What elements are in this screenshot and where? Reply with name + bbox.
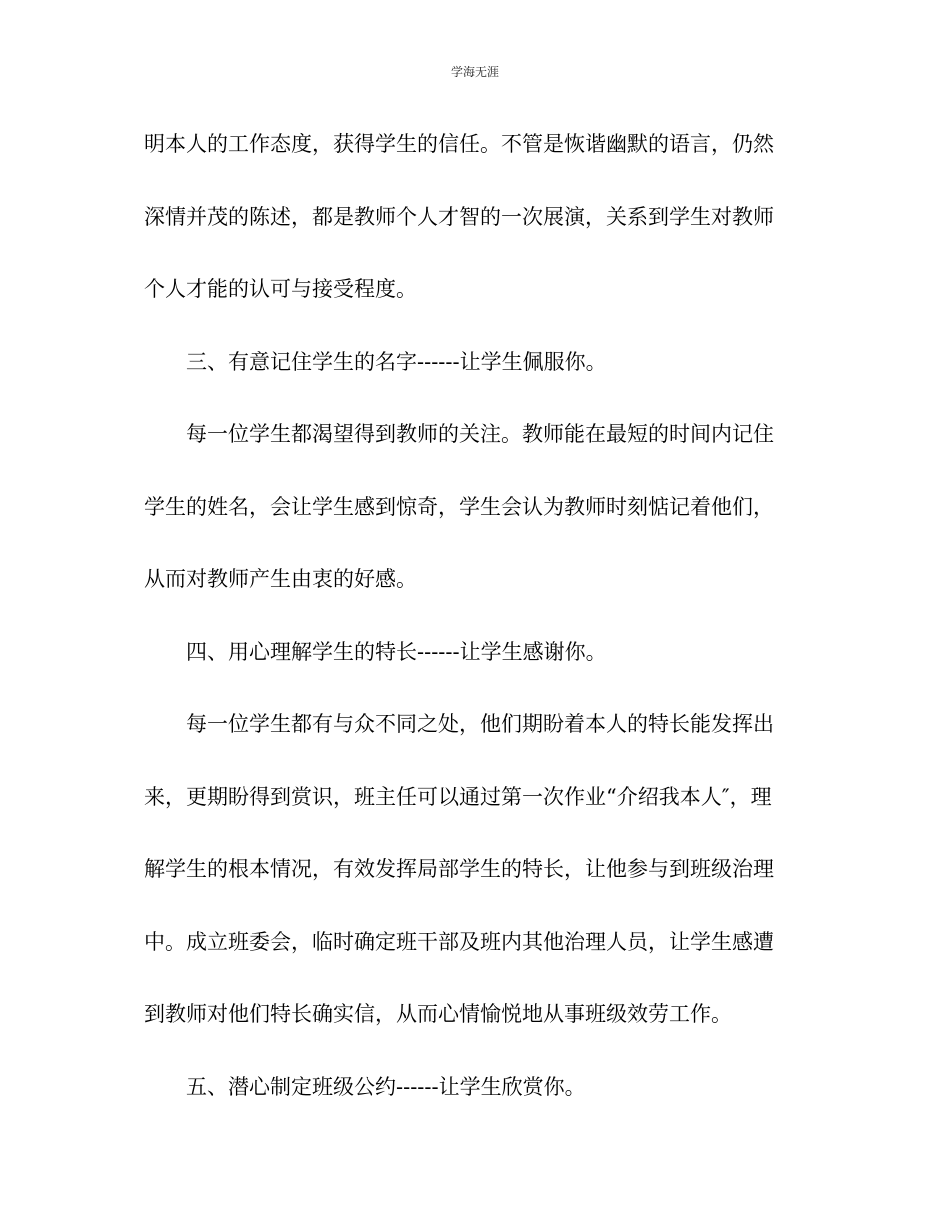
paragraph-line: 从而对教师产生由衷的好感。 — [144, 567, 417, 591]
paragraph-line: 中。成立班委会，临时确定班干部及班内其他治理人员，让学生感遭 — [144, 929, 774, 954]
paragraph-line: 每一位学生都有与众不同之处，他们期盼着本人的特长能发挥出 — [186, 712, 774, 736]
paragraph-line: 来，更期盼得到赏识，班主任可以通过第一次作业“介绍我本人″，理 — [144, 784, 772, 809]
document-body — [144, 124, 809, 1139]
section-heading: 三、有意记住学生的名字------让学生佩服你。 — [186, 349, 607, 374]
section-heading: 五、潜心制定班级公约------让学生欣赏你。 — [186, 1074, 586, 1099]
paragraph-line: 每一位学生都渴望得到教师的关注。教师能在最短的时间内记住 — [186, 422, 774, 446]
paragraph-line: 到教师对他们特长确实信，从而心情愉悦地从事班级效劳工作。 — [144, 1002, 732, 1026]
paragraph-line: 深情并茂的陈述，都是教师个人才智的一次展演，关系到学生对教师 — [144, 204, 774, 229]
paragraph-line: 解学生的根本情况，有效发挥局部学生的特长，让他参与到班级治理 — [144, 857, 774, 881]
page-header: 学海无涯 — [450, 65, 499, 79]
paragraph-line: 明本人的工作态度，获得学生的信任。不管是恢谐幽默的语言，仍然 — [144, 132, 774, 156]
paragraph-line: 个人才能的认可与接受程度。 — [144, 277, 417, 301]
paragraph-line: 学生的姓名，会让学生感到惊奇，学生会认为教师时刻惦记着他们， — [144, 494, 774, 519]
section-heading: 四、用心理解学生的特长------让学生感谢你。 — [186, 639, 607, 664]
